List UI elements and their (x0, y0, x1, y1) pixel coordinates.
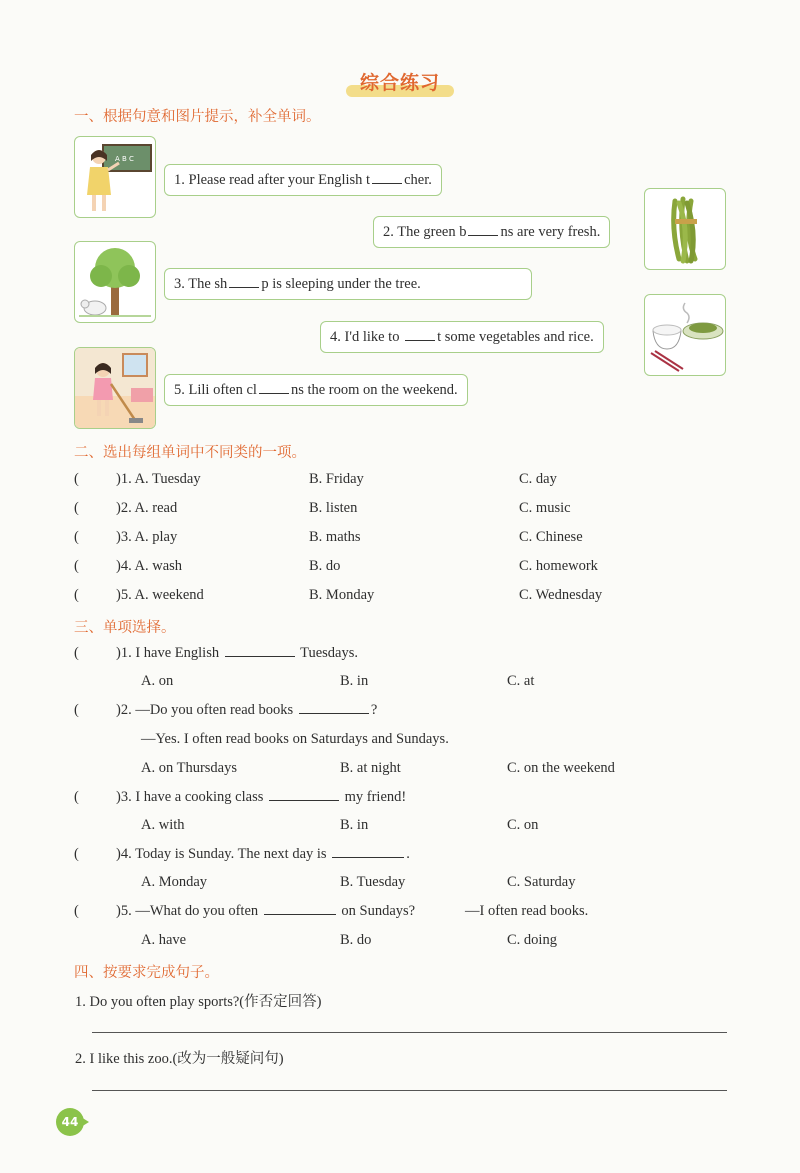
sheep-tree-picture (74, 241, 156, 323)
green-beans-picture (644, 188, 726, 270)
fill-sentence-2: 2. The green b ns are very fresh. (373, 216, 610, 248)
girl-cleaning-picture (74, 347, 156, 429)
section-2-heading: 二、选出每组单词中不同类的一项。 (74, 445, 306, 461)
worksheet-page: 综合练习 一、根据句意和图片提示，补全单词。 A B C 1. Please read after your English t cher. 2. The green b ns are very fresh. 3. The sh p is sleeping under the tree. 4. I'd like to t some vegetables and rice. 5. Lili often cl ns the room on the weekend. 二、选出每组单词中不同类的一项。 ( )1. A. Tuesday B. Friday C. day ( )2. A. read B. listen C. music ( )3. A. play B. maths C. Chinese ( )4. A. wash B. do C. homework ( )5. A. weekend B. Monday C. Wednesday 三、单项选择。 ( )1. I have English Tuesdays. A. on B. in C. at ( )2. —Do you often read books ? —Yes. I often read books on Saturdays and Sundays. A. on Thursdays B. at night C. on the weekend ( )3. I have a cooking class my friend! A. with B. in C. on ( )4. Today is Sunday. The next day is . A. Monday B. Tuesday C. Saturday ( )5. —What do you often on Sundays? —I often read books. A. have B. do C. doing 四、按要求完成句子。 1. Do you often play sports?(作否定回答) 2. I like this zoo.(改为一般疑问句) 44 (0, 0, 800, 1173)
board-text: A B C (115, 155, 134, 163)
fill-sentence-1: 1. Please read after your English t cher. (164, 164, 442, 196)
answer-line-1[interactable] (92, 1032, 727, 1033)
section-3-heading: 三、单项选择。 (74, 620, 176, 636)
section-1-heading: 一、根据句意和图片提示，补全单词。 (74, 109, 321, 125)
page-number: 44 (56, 1108, 84, 1136)
fill-sentence-3: 3. The sh p is sleeping under the tree. (164, 268, 532, 300)
rewrite-question-1: 1. Do you often play sports?(作否定回答) (75, 994, 322, 1010)
fill-sentence-5: 5. Lili often cl ns the room on the weekend. (164, 374, 468, 406)
fill-sentence-4: 4. I'd like to t some vegetables and rice. (320, 321, 604, 353)
teacher-picture (74, 136, 156, 218)
section-4-heading: 四、按要求完成句子。 (74, 965, 219, 981)
food-picture (644, 294, 726, 376)
answer-line-2[interactable] (92, 1090, 727, 1091)
rewrite-question-2: 2. I like this zoo.(改为一般疑问句) (75, 1051, 284, 1067)
page-title: 综合练习 (354, 68, 446, 95)
